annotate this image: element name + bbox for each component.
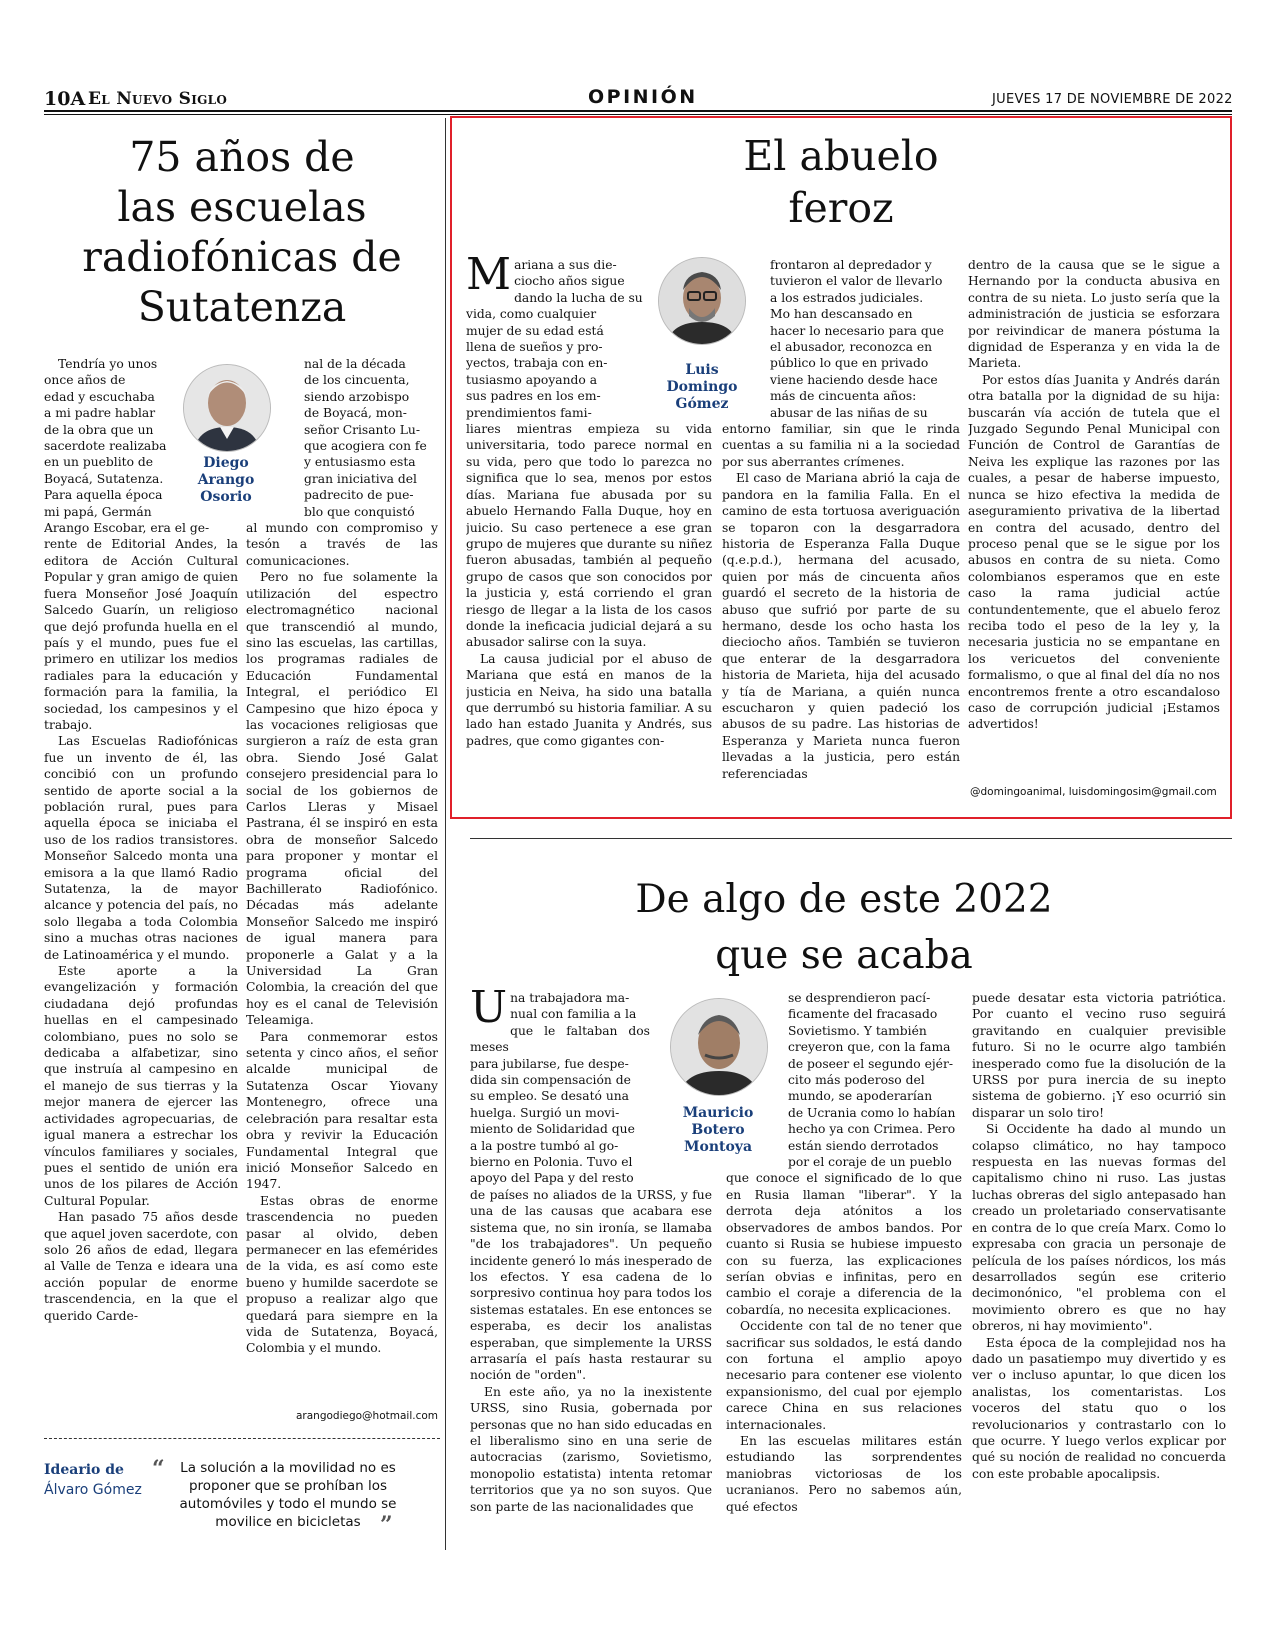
text-line: ficamente del fracasado: [788, 1007, 938, 1022]
text-column: [972, 990, 1226, 1550]
text-line: vida, como cualquier: [466, 307, 597, 322]
page-number: 10A: [44, 88, 86, 110]
text-line: yectos, trabaja con en-: [466, 356, 608, 371]
article-title: [44, 132, 440, 332]
text-column: [968, 257, 1220, 777]
text-line: se desprendieron pací-: [788, 991, 931, 1005]
text-line: siendo arzobispo: [304, 389, 410, 404]
text-line: dando la lucha de su: [514, 290, 643, 305]
paragraph: Pero no fue solamente la utilización del espectro electromagnético nacional que transcendió al mundo, sino las escuelas, las cartillas, los programas radiales de Educación Fundamental Integral, el periódico El Campesino que hizo época y las vocaciones religiosas que surgieron a raíz de esta gran obra. Siendo José Galat consejero presidencial para lo social de los gobiernos de Carlos Lleras y Misael Pastrana, él se inspiró en esta obra de monseñor Salcedo para proponer y montar el programa oficial del Bachillerato Radiofónico. Décadas más adelante Monseñor Salcedo me inspiró de igual manera para proponerle a Galat y a la Universidad La Gran Colombia, la creación del que hoy es el canal de Televisión Teleamiga.: [246, 570, 438, 1028]
drop-cap: M: [466, 257, 512, 300]
paragraph: En este año, ya no la inexistente URSS, sino Rusia, gobernada por personas que no han sido educadas en el liberalismo sino en una serie de autocracias (zarismo, Sovietismo, monopolio estatista) intenta retomar territorios que ya no son suyos. Que son parte de las nacionalidades que: [470, 1384, 712, 1514]
text-line: nual con familia a la: [510, 1007, 637, 1022]
paragraph: liares mientras empieza su vida universitaria, todo parece normal en su vida, pero que todo lo parezca no significa que lo sea, menos por estos días. Mariana fue abusada por su abuelo Hernando Falla Duque, hoy en juicio. Su caso pertenece a ese gran grupo de mujeres que durante su niñez fueron abusadas, también al pequeño grupo de casos que son conocidos por la justicia y, está corriendo el gran riesgo de llegar a la lista de los casos donde la ineficacia judicial dejará a su abusador salirse con la suya.: [466, 422, 712, 650]
text-line: de Ucrania como lo habían: [788, 1105, 956, 1120]
text-line: edad y escuchaba: [44, 389, 155, 404]
text-line: mujer de su edad está: [466, 323, 604, 338]
text-line: nal de la década: [304, 357, 406, 371]
article-title: [456, 872, 1232, 984]
text-line: Boyacá, Sutatenza.: [44, 471, 164, 486]
text-line: Sovietismo. Y también: [788, 1023, 927, 1038]
title-line: que se acaba: [715, 933, 973, 978]
text-line: hacer lo necesario para que: [770, 323, 944, 338]
wrap-lines: [466, 257, 648, 421]
author-name-line: Osorio: [200, 489, 252, 505]
text-line: apoyo del Papa y del resto: [470, 1171, 634, 1186]
text-line: ciocho años sigue: [514, 274, 625, 289]
paragraph: Si Occidente ha dado al mundo un colapso climático, no hay tampoco respuesta en las nuevas formas del capitalismo chino ni ruso. Las justas luchas obreras del siglo antepasado han creado un proletariado conservatisante en contra de lo que creía Marx. Como lo expresaba con gracia un personaje de película de los países nórdicos, los más desarrollados según ese criterio decimonónico, "el problema con el movimiento obrero es que no hay obreros, ni hay movimiento".: [972, 1122, 1226, 1334]
quote-line: proponer que se prohíban los: [188, 1478, 388, 1494]
text-line: miento de Solidaridad que: [470, 1122, 635, 1137]
text-line: a la postre tumbó al go-: [470, 1138, 619, 1153]
text-line: de la obra que un: [44, 422, 154, 437]
wrap-lines: [304, 356, 438, 520]
text-column: [246, 356, 438, 1436]
author-name-line: Gómez: [675, 396, 729, 412]
text-column: [726, 990, 962, 1550]
text-line: y entusiasmo esta: [304, 455, 416, 470]
header-rule-thin: [44, 114, 1232, 115]
author-email: @domingoanimal, luisdomingosim@gmail.com: [970, 786, 1217, 798]
text-line: bierno en Polonia. Tuvo el: [470, 1155, 633, 1170]
paragraph: En las escuelas militares están estudiando las sorprendentes maniobras victoriosas de los ucranianos. Pero no sabemos aún, qué efectos: [726, 1433, 962, 1514]
text-line: once años de: [44, 373, 126, 388]
paragraph: dentro de la causa que se le sigue a Hernando por la conducta abusiva en contra de su nieta. Lo justo sería que la administración de justicia se esforzara por reivindicar de manera póstuma la dignidad de Esperanza y en vida la de Marieta.: [968, 258, 1220, 371]
quote-line: automóviles y todo el mundo se: [179, 1496, 397, 1512]
text-line: mi papá, Germán: [44, 504, 152, 519]
text-column: [470, 990, 712, 1550]
text-column: [44, 356, 238, 1502]
text-line: tuvieron el valor de llevarlo: [770, 274, 943, 289]
text-line: por el coraje de un pueblo: [788, 1155, 952, 1170]
text-line: el abusador, reconozca en: [770, 340, 933, 355]
wrap-lines: [788, 990, 962, 1170]
text-line: sacerdote realizaba: [44, 439, 167, 454]
text-line: señor Crisanto Lu-: [304, 422, 420, 437]
paragraph: Por estos días Juanita y Andrés darán otra batalla por la dignidad de su hija: buscarán vía acción de tutela que el Juzgado Segundo Penal Municipal con Función de Control de Garantías de Neiva les explique las razones por las cuales, a pesar de haberse impuesto, nunca se hizo efectiva la medida de aseguramiento privativa de la libertad en contra del acusado, dentro del proceso penal que se le sigue por los abusos en contra de su nieta. Como colombianos esperamos que en este caso la rama judicial actúe contundentemente, que el abuelo feroz reciba todo el peso de la ley y, la necesaria justicia no se empantane en los vericuetos del conveniente formalismo, o que al final del día no nos encontremos frente a otro escandaloso caso de corrupción judicial ¡Estamos advertidos!: [968, 372, 1220, 732]
paragraph: Esta época de la complejidad nos ha dado un pasatiempo muy divertido y es ver o incluso apuntar, lo que dicen los analistas, los comentaristas. Los voceros del statu quo o los revolucionarios y contrastarlo con lo que ocurre. Y luego verlos explicar por qué su noción de realidad no concuerda con este probable apocalipsis.: [972, 1335, 1226, 1481]
paragraph: Occidente con tal de no tener que sacrificar sus soldados, le está dando con fortuna el amplio apoyo necesario para contener ese violento expansionismo, del cual por ejemplo carece China en sus relaciones internacionales.: [726, 1319, 962, 1432]
text-line: padrecito de pue-: [304, 488, 414, 503]
wrap-lines: [770, 257, 960, 421]
paragraph: que conoce el significado de lo que en Rusia llaman "liberar". Y la derrota deja atónitos a los observadores de ambos bandos. Por cuanto si Rusia se hubiese impuesto con su fuerza, las explicaciones serían obvias e infinitas, pero en cambio el coraje a diferencia de la cobardía, no necesita explicaciones.: [726, 1171, 962, 1317]
masthead: El Nuevo Siglo: [88, 89, 228, 109]
paragraph: La causa judicial por el abuso de Mariana que está en manos de la justicia en Neiva, ha sido una batalla que derrumbó su historia familiar. A su lado han estado Juanita y Andrés, sus padres, que como gigantes con-: [466, 651, 712, 748]
title-line: radiofónicas de: [82, 233, 402, 281]
text-line: a mi padre hablar: [44, 406, 156, 421]
paragraph: rente de Editorial Andes, la editora de Acción Cultural Popular y gran amigo de quien fuera Monseñor José Joaquín Salcedo Guarín, un religioso que dejó profunda huella en el país y el mundo, pues fue el primero en utilizar los medios radiales para la educación y formación para la familia, la sociedad, los campesinos y el trabajo.: [44, 537, 238, 732]
text-line: hecho ya con Crimea. Pero: [788, 1122, 956, 1137]
paragraph: El caso de Mariana abrió la caja de pandora en la familia Falla. En el camino de esta tortuosa averiguación se toparon con la desgarradora historia de Esperanza Falla Duque (q.e.p.d.), hermana del acusado, quien por más de cincuenta años guardó el secreto de la historia de abuso que sufrió por parte de su hermano, desde los ocho hasta los dieciocho años. También se tuvieron que enterar de la desgarradora historia de Marieta, hija del acusado y tía de Mariana, a quién nunca escucharon y quien padeció los abusos de su padre. Las historias de Esperanza y Marieta nunca fueron llevadas a la justicia, pero están referenciadas: [722, 471, 960, 781]
article-title: [456, 130, 1226, 234]
wrap-lines: [44, 356, 174, 520]
column-divider: [445, 118, 446, 1550]
text-line: blo que conquistó: [304, 504, 415, 519]
author-name-line: Diego Arango: [197, 455, 255, 488]
text-line: huelga. Surgió un movi-: [470, 1105, 620, 1120]
text-line: frontaron al depredador y: [770, 258, 932, 272]
wrap-lines: [470, 990, 650, 1187]
author-name-line: Luis Domingo: [666, 362, 738, 395]
issue-date: JUEVES 17 DE NOVIEMBRE DE 2022: [992, 92, 1233, 107]
text-line: tusiasmo apoyando a: [466, 372, 598, 387]
title-line: 75 años de: [129, 133, 355, 181]
text-column: [722, 257, 960, 807]
ideario-author: Álvaro Gómez: [44, 1482, 142, 1498]
text-line: en un pueblito de: [44, 455, 154, 470]
paragraph: Las Escuelas Radiofónicas fue un invento de él, las concibió con un profundo sentido de aporte social a la población rural, pues para aquella época se iniciaba el uso de los radios transistores. Monseñor Salcedo monta una emisora a la que llamó Radio Sutatenza, la de mayor alcance y potencia del país, no solo llegaba a toda Colombia sino a muchas otras naciones de Latinoamérica y el mundo.: [44, 734, 238, 962]
quote-line: movilice en bicicletas: [215, 1514, 361, 1530]
text-line: Arango Escobar, era el ge-: [44, 521, 210, 536]
text-line: de poseer el segundo ejér-: [788, 1056, 953, 1071]
article-separator: [470, 838, 1232, 839]
text-line: llena de sueños y pro-: [466, 340, 603, 355]
paragraph: puede desatar esta victoria patriótica. Por cuanto el vecino ruso seguirá gravitando en cualquier previsible futuro. Si no le ocurre algo también inesperado como fue la disolución de la URSS por pura inercia de su inepto sistema de gobierno. ¡Y eso ocurrió sin disparar un solo tiro!: [972, 991, 1226, 1120]
text-line: Mo han descansado en: [770, 307, 913, 322]
paragraph: Este aporte a la evangelización y formación ciudadana dejó profundas huellas en el campesinado colombiano, pues no solo se dedicaba a alfabetizar, sino que instruía al campesino en el manejo de sus tierras y la mejor manera de ejercer las actividades agropecuarias, de igual manera a estrechar los vínculos familiares y sociales, pues el sentido de unión era unos de los pilares de Acción Cultural Popular.: [44, 964, 238, 1208]
text-line: más de cincuenta años:: [770, 389, 917, 404]
text-line: cito más poderoso del: [788, 1073, 925, 1088]
text-line: viene haciendo desde hace: [770, 372, 938, 387]
drop-cap: U: [470, 990, 508, 1033]
ideario-label: Ideario de: [44, 1462, 124, 1478]
paragraph: de países no aliados de la URSS, y fue una de las causas que acabara ese sistema que, no sin ironía, se llamaba "de los trabajadores". Un pequeño incidente generó lo más inesperado de los efectos. Y esa cadena de lo sorpresivo continua hoy para todos los sistemas estatales. En ese entonces se esperaba, es decir los analistas esperaban, que simplemente la URSS arrasaría el país hasta restaurar su noción de "orden".: [470, 1187, 712, 1383]
title-line: El abuelo: [743, 132, 939, 180]
text-line: que le faltaban dos meses: [470, 1023, 650, 1055]
author-name-line: Botero: [691, 1122, 745, 1138]
paragraph: entorno familiar, sin que le rinda cuentas a su familia ni a la sociedad por sus aberrantes crímenes.: [722, 422, 960, 469]
text-line: Tendría yo unos: [58, 357, 158, 371]
text-line: de los cincuenta,: [304, 373, 410, 388]
ideario-rule: [44, 1438, 440, 1440]
quote-close-icon: ”: [380, 1512, 393, 1538]
text-line: abusar de las niñas de su: [770, 405, 928, 420]
title-line: las escuelas: [117, 183, 367, 231]
text-line: público lo que en privado: [770, 356, 929, 371]
section-title: OPINIÓN: [588, 86, 698, 108]
text-line: para jubilarse, fue despe-: [470, 1056, 629, 1071]
quote-open-icon: “: [152, 1456, 165, 1482]
header-rule: [44, 110, 1232, 112]
text-line: sus padres en los em-: [466, 389, 601, 404]
title-line: Sutatenza: [137, 283, 347, 331]
title-line: De algo de este 2022: [635, 877, 1053, 922]
paragraph: Han pasado 75 años desde que aquel joven sacerdote, con solo 26 años de edad, llegara al Valle de Tenza e ideara una acción popular de enorme trascendencia, en la que el querido Carde-: [44, 1210, 238, 1323]
paragraph: Para conmemorar estos setenta y cinco años, el señor alcalde municipal de Sutatenza Oscar Yiovany Montenegro, ofrece una celebración para resaltar esta obra y revivir la Educación Fundamental Integral que inició Monseñor Salcedo en 1947.: [246, 1029, 438, 1192]
text-line: están siendo derrotados: [788, 1138, 939, 1153]
author-name-line: Montoya: [683, 1139, 753, 1155]
ideario-quote: [168, 1459, 408, 1531]
text-line: mundo, se apoderarían: [788, 1089, 933, 1104]
text-line: ariana a sus die-: [514, 258, 617, 272]
text-line: creyeron que, con la fama: [788, 1040, 951, 1055]
text-line: na trabajadora ma-: [510, 991, 630, 1005]
text-line: a los estrados judiciales.: [770, 290, 924, 305]
paragraph: Estas obras de enorme trascendencia no pueden pasar al olvido, deben permanecer en las efemérides de la vida, es así como este bueno y humilde sacerdote se propuso a realizar algo que quedará para siempre en la vida de Sutatenza, Boyacá, Colombia y el mundo.: [246, 1193, 438, 1356]
text-line: que acogiera con fe: [304, 439, 427, 454]
text-line: prendimientos fami-: [466, 405, 592, 420]
paragraph: al mundo con compromiso y tesón a través de las comunicaciones.: [246, 521, 438, 568]
quote-line: La solución a la movilidad no es: [180, 1460, 396, 1476]
title-line: feroz: [788, 184, 894, 232]
author-email: arangodiego@hotmail.com: [296, 1410, 439, 1422]
text-line: su empleo. Se desató una: [470, 1089, 629, 1104]
text-line: de Boyacá, mon-: [304, 406, 407, 421]
text-line: Para aquella época: [44, 488, 163, 503]
author-name-line: Mauricio: [682, 1105, 754, 1121]
text-line: gran iniciativa del: [304, 471, 417, 486]
text-line: dida sin compensación de: [470, 1073, 631, 1088]
text-column: [466, 257, 712, 807]
